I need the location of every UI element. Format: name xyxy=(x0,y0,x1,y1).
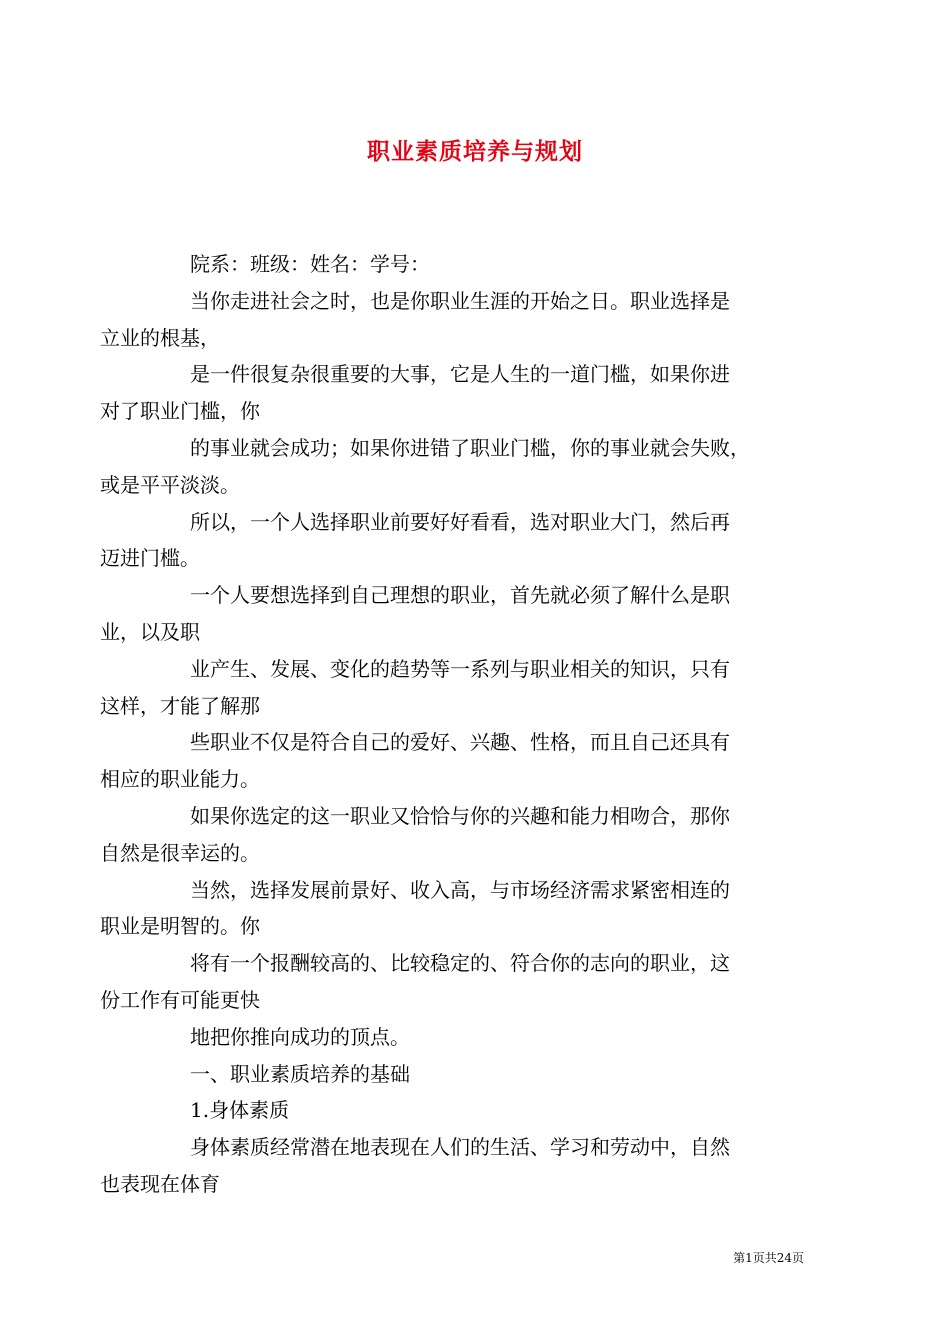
paragraph-line: 职业是明智的。你 xyxy=(100,914,260,939)
paragraph-line: 业，以及职 xyxy=(100,619,200,644)
paragraph-line: 立业的根基， xyxy=(100,325,220,350)
paragraph xyxy=(100,430,809,504)
section-heading xyxy=(145,1056,809,1093)
paragraph-line: 自然是很幸运的。 xyxy=(100,840,260,865)
paragraph xyxy=(100,1129,809,1203)
paragraph xyxy=(100,356,809,430)
document-body xyxy=(100,246,809,1203)
paragraph-line: 一、职业素质培养的基础 xyxy=(190,1061,410,1086)
paragraph xyxy=(100,724,809,798)
paragraph xyxy=(100,798,809,872)
paragraph-line: 或是平平淡淡。 xyxy=(100,472,240,497)
paragraph-line: 的事业就会成功；如果你进错了职业门槛，你的事业就会失败， xyxy=(190,435,750,460)
paragraph xyxy=(100,577,809,651)
paragraph-line: 份工作有可能更快 xyxy=(100,987,260,1012)
subsection-heading xyxy=(145,1092,809,1129)
paragraph xyxy=(145,1019,809,1056)
paragraph-line: 迈进门槛。 xyxy=(100,546,200,571)
paragraph xyxy=(145,246,809,283)
paragraph-line: 地把你推向成功的顶点。 xyxy=(190,1024,410,1049)
paragraph-line: 院系：班级：姓名：学号： xyxy=(190,252,430,276)
paragraph-line: 些职业不仅是符合自己的爱好、兴趣、性格，而且自己还具有 xyxy=(190,730,730,755)
paragraph xyxy=(100,504,809,578)
paragraph xyxy=(100,945,809,1019)
paragraph-line: 这样，才能了解那 xyxy=(100,693,260,718)
paragraph xyxy=(100,283,809,357)
page-number-footer: 第1页共24页 xyxy=(733,1251,804,1265)
paragraph-line: 身体素质经常潜在地表现在人们的生活、学习和劳动中，自然 xyxy=(190,1135,730,1160)
paragraph-line: 当你走进社会之时，也是你职业生涯的开始之日。职业选择是 xyxy=(190,288,730,313)
paragraph-line: 当然，选择发展前景好、收入高，与市场经济需求紧密相连的 xyxy=(190,877,730,902)
paragraph-line: 是一件很复杂很重要的大事，它是人生的一道门槛，如果你进 xyxy=(190,362,730,387)
paragraph-line: 1.身体素质 xyxy=(190,1098,290,1123)
paragraph-line: 相应的职业能力。 xyxy=(100,767,260,792)
paragraph xyxy=(100,872,809,946)
paragraph-line: 业产生、发展、变化的趋势等一系列与职业相关的知识，只有 xyxy=(190,656,730,681)
document-title: 职业素质培养与规划 xyxy=(367,138,583,165)
paragraph-line: 一个人要想选择到自己理想的职业，首先就必须了解什么是职 xyxy=(190,583,730,608)
paragraph-line: 所以，一个人选择职业前要好好看看，选对职业大门，然后再 xyxy=(190,509,730,534)
paragraph-line: 对了职业门槛，你 xyxy=(100,399,260,424)
paragraph xyxy=(100,651,809,725)
paragraph-line: 如果你选定的这一职业又恰恰与你的兴趣和能力相吻合，那你 xyxy=(190,803,730,828)
paragraph-line: 也表现在体育 xyxy=(100,1171,220,1196)
paragraph-line: 将有一个报酬较高的、比较稳定的、符合你的志向的职业，这 xyxy=(190,951,730,976)
